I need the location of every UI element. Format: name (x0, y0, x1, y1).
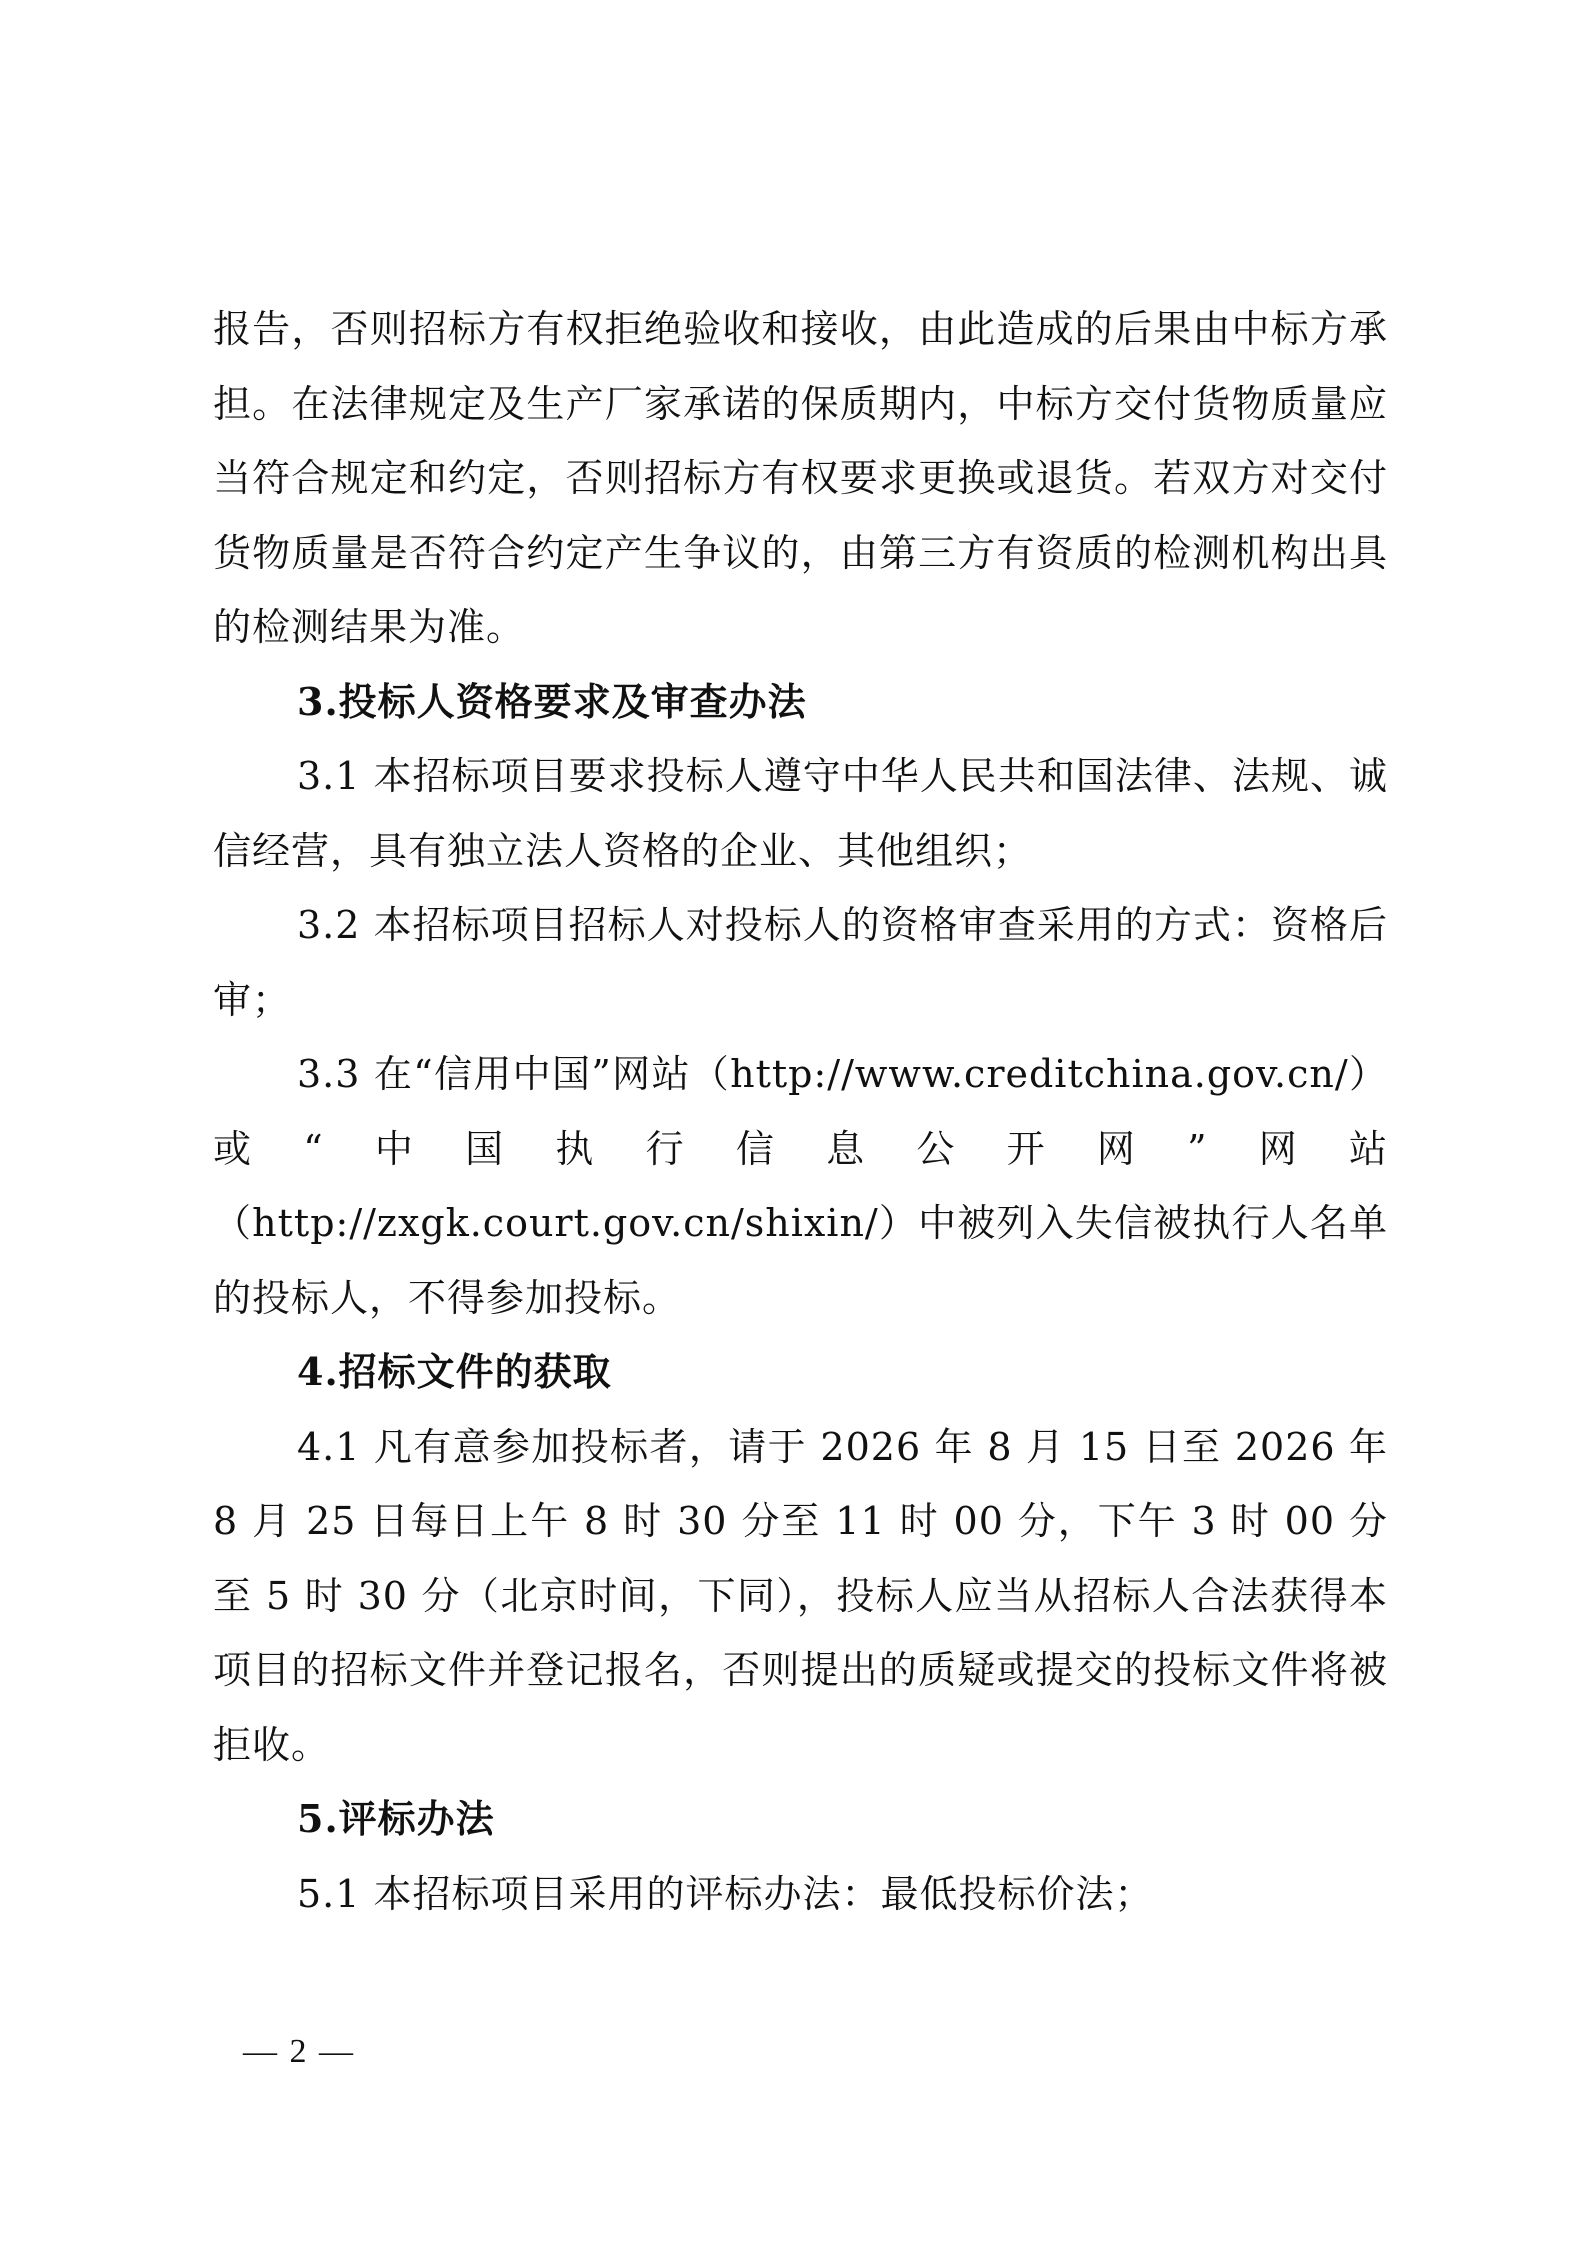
document-body (213, 292, 1388, 1931)
paragraph-quality-terms: 报告，否则招标方有权拒绝验收和接收，由此造成的后果由中标方承担。在法律规定及生产厂家承诺的保质期内，中标方交付货物质量应当符合规定和约定，否则招标方有权要求更换或退货。若双方对交付货物质量是否符合约定产生争议的，由第三方有资质的检测机构出具的检测结果为准。 (213, 307, 1388, 649)
paragraph-3-2: 3.2 本招标项目招标人对投标人的资格审查采用的方式：资格后审； (213, 903, 1388, 1022)
heading-bidder-qualification: 3.投标人资格要求及审查办法 (297, 678, 807, 724)
paragraph-3-1: 3.1 本招标项目要求投标人遵守中华人民共和国法律、法规、诚信经营，具有独立法人资格的企业、其他组织； (213, 754, 1388, 873)
paragraph-3-3: 3.3 在“信用中国”网站（http://www.creditchina.gov.cn/）或“中国执行信息公开网”网站（http://zxgk.court.gov.cn/shixin/）中被列入失信被执行人名单的投标人，不得参加投标。 (213, 1052, 1388, 1320)
paragraph-4-1: 4.1 凡有意参加投标者，请于 2026 年 8 月 15 日至 2026 年 8 月 25 日每日上午 8 时 30 分至 11 时 00 分，下午 3 时 00 分至 5 时 30 分（北京时间，下同），投标人应当从招标人合法获得本项目的招标文件并登记报名，否则提出的质疑或提交的投标文件将被拒收。 (213, 1424, 1388, 1767)
heading-obtain-documents: 4.招标文件的获取 (297, 1349, 612, 1394)
paragraph-5-1: 5.1 本招标项目采用的评标办法：最低投标价法； (297, 1871, 1154, 1916)
heading-evaluation-method: 5.评标办法 (297, 1796, 495, 1841)
page-number: — 2 — (243, 2033, 355, 2070)
